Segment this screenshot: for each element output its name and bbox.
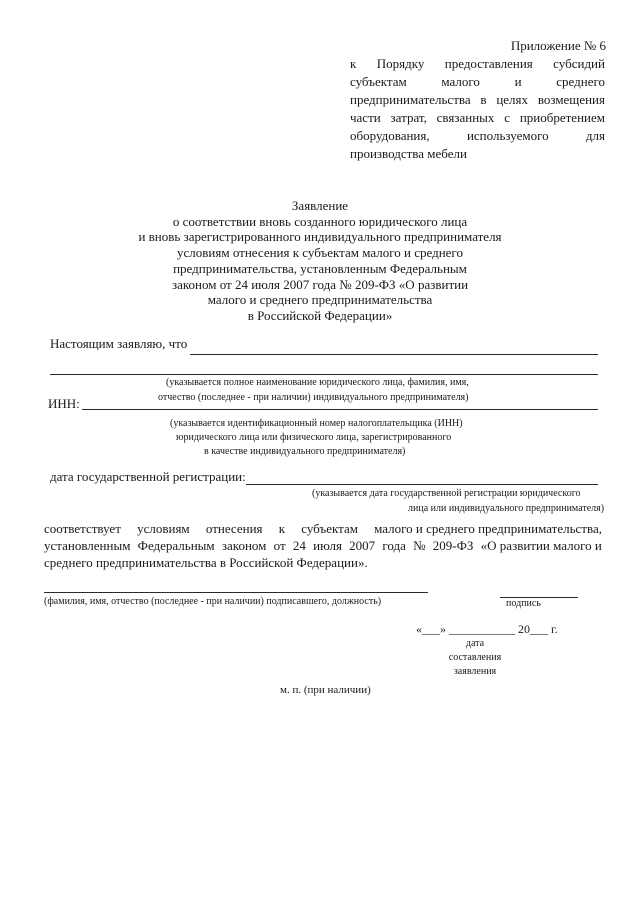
title-line: Заявление: [291, 198, 349, 213]
word: года: [382, 538, 406, 553]
registration-hint-2: лица или индивидуального предпринимателя): [408, 503, 605, 514]
signatory-name-line[interactable]: [44, 592, 428, 593]
word: к: [350, 56, 357, 71]
inn-hint-3: в качестве индивидуального предпринимателя): [204, 446, 406, 457]
word: к: [278, 521, 286, 536]
word: субъектам: [350, 74, 407, 89]
inn-hint-1: (указывается идентификационный номер налогоплательщика (ИНН): [170, 418, 463, 429]
title-line: условиям отнесения к субъектам малого и среднего: [177, 245, 463, 261]
appendix-line-5: [350, 128, 605, 144]
date-hint-line: заявления: [453, 666, 497, 677]
conformity-line-2: [44, 538, 602, 554]
document-title: [100, 198, 540, 324]
title-line: о соответствии вновь созданного юридического лица: [172, 213, 468, 229]
word: для: [585, 128, 605, 143]
appendix-line-2: [350, 74, 605, 90]
date-field[interactable]: «___» ___________ 20___ г.: [416, 622, 558, 636]
declare-hint-2: отчество (последнее - при наличии) индивидуального предпринимателя): [158, 392, 469, 403]
word: 2007: [349, 538, 376, 553]
declare-field-line-2[interactable]: [50, 374, 598, 375]
word: используемого: [466, 128, 549, 143]
word: субсидий: [553, 56, 605, 71]
word: условиям: [137, 521, 190, 536]
appendix-line-4: [350, 110, 605, 126]
word: отнесения: [205, 521, 263, 536]
word: связанных: [436, 110, 495, 125]
word: с: [504, 110, 511, 125]
appendix-line-1: [350, 56, 605, 72]
word: целях: [496, 92, 529, 107]
title-line: малого и среднего предпринимательства: [207, 292, 433, 308]
title-line: предпринимательства, установленным Федеральным: [173, 260, 467, 276]
registration-hint-1: (указывается дата государственной регистрации юридического: [312, 488, 581, 499]
declare-field-line-1[interactable]: [190, 354, 598, 355]
word: малого: [441, 74, 480, 89]
word: от: [273, 538, 286, 553]
declare-hint-1: (указывается полное наименование юридического лица, фамилия, имя,: [166, 377, 469, 388]
word: предоставления: [444, 56, 533, 71]
signature-hint: подпись: [506, 598, 541, 609]
inn-label: ИНН:: [48, 396, 80, 411]
title-line: законом от 24 июля 2007 года № 209-ФЗ «О развитии: [171, 276, 469, 292]
word: затрат,: [390, 110, 427, 125]
title-line: в Российской Федерации»: [247, 307, 393, 323]
registration-field-line[interactable]: [246, 484, 598, 485]
appendix-number: Приложение № 6: [510, 38, 606, 53]
word: в: [480, 92, 487, 107]
conformity-line-1: [44, 521, 602, 537]
date-hint-line: составления: [448, 652, 502, 663]
word: №: [413, 538, 426, 553]
word: 209-ФЗ: [432, 538, 474, 553]
word: приобретением: [519, 110, 605, 125]
word: оборудования,: [350, 128, 430, 143]
appendix-line-6: производства мебели: [350, 146, 467, 161]
word: Федеральным: [137, 538, 215, 553]
word: соответствует: [44, 521, 121, 536]
word: 24: [292, 538, 306, 553]
word: предпринимательства: [350, 92, 471, 107]
conformity-line-3: среднего предпринимательства в Российской Федерации».: [44, 555, 368, 570]
inn-hint-2: юридического лица или физического лица, зарегистрированного: [176, 432, 452, 443]
word: Порядку: [376, 56, 425, 71]
word: и: [514, 74, 522, 89]
appendix-line-3: [350, 92, 605, 108]
date-hint-line: дата: [465, 638, 485, 649]
word: «О развитии малого и: [480, 538, 602, 553]
word: части: [350, 110, 381, 125]
inn-field-line[interactable]: [82, 409, 598, 410]
word: субъектам: [301, 521, 358, 536]
word: среднего: [556, 74, 605, 89]
word: законом: [221, 538, 267, 553]
stamp-place: м. п. (при наличии): [280, 684, 371, 696]
date-hint: [430, 637, 520, 679]
title-line: и вновь зарегистрированного индивидуального предпринимателя: [138, 229, 502, 245]
registration-label: дата государственной регистрации:: [50, 469, 246, 484]
word: малого и среднего предпринимательства,: [374, 521, 602, 536]
signatory-name-hint: (фамилия, имя, отчество (последнее - при наличии) подписавшего, должность): [44, 596, 382, 607]
word: июля: [313, 538, 342, 553]
word: возмещения: [537, 92, 605, 107]
word: установленным: [44, 538, 131, 553]
declare-label: Настоящим заявляю, что: [50, 336, 188, 351]
